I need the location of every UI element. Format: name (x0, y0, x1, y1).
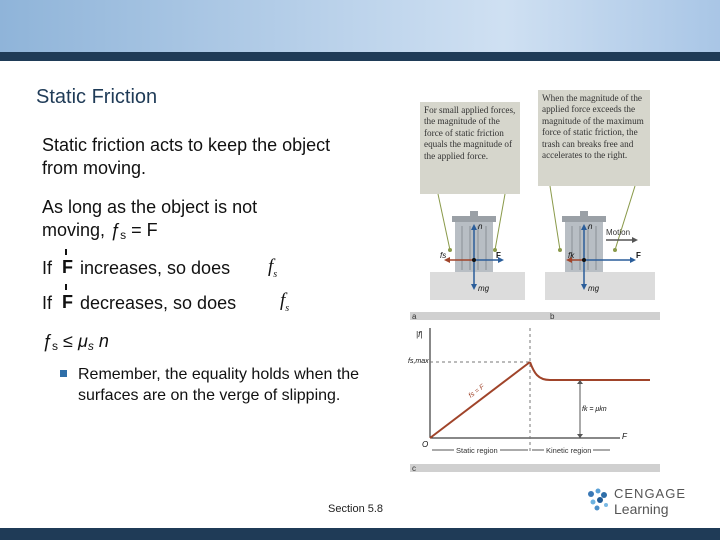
fs-symbol: ƒ (110, 220, 121, 240)
label-n-a: n (478, 222, 483, 231)
friction-inequality (42, 330, 109, 358)
paragraph-2-line-1: As long as the object is not (42, 197, 258, 217)
top-banner (0, 0, 720, 52)
friction-figure (410, 88, 660, 478)
ineq-f: ƒ (42, 331, 53, 351)
fs-eq-F-label: fs = F (467, 383, 487, 400)
line3-rest: increases, so does (80, 258, 231, 278)
kinetic-friction-line (530, 362, 650, 380)
label-mg-b: mg (588, 284, 600, 293)
bottom-rule (0, 528, 720, 540)
slide-title: Static Friction (36, 86, 158, 108)
ineq-mu-sub: s (87, 339, 94, 353)
panel-bar-c (410, 464, 660, 472)
label-c: c (412, 464, 416, 473)
label-F-a: F (496, 251, 501, 260)
top-rule (0, 52, 720, 61)
fs-image-2: $f_s$ (280, 290, 290, 314)
bullet-text: Remember, the equality holds when the surfaces are on the verge of slipping. (78, 366, 360, 404)
bullet-icon (60, 370, 67, 377)
static-region-label: Static region (456, 446, 498, 455)
fs-subscript: s (120, 228, 127, 242)
logo-line2: Learning (614, 501, 669, 517)
pointer-left-2 (495, 194, 505, 250)
origin-label: O (422, 440, 429, 449)
vector-F-icon: F (62, 257, 73, 277)
moving-text: moving, (42, 220, 106, 240)
ineq-mu: μ (77, 331, 88, 351)
figure-drawing (410, 88, 660, 478)
fs-image-1: $f_s$ (268, 256, 278, 280)
label-a: a (412, 312, 417, 321)
cengage-logo-icon (584, 486, 612, 514)
panel-bar-ab (410, 312, 660, 320)
ineq-f-sub: s (52, 339, 59, 353)
paragraph-2-line-2 (42, 219, 158, 247)
paragraph-1: Static friction acts to keep the object from moving. (42, 135, 331, 178)
callout-right: When the magnitude of the applied force exceeds the magnitude of the maximum force of static friction, the trash can breaks free and accelerates to the right. (538, 90, 650, 186)
ineq-n: n (98, 331, 109, 351)
line3-if: If (42, 258, 53, 278)
line4-if: If (42, 293, 53, 313)
label-b: b (550, 312, 555, 321)
line4-rest: decreases, so does (80, 293, 237, 313)
callout-left: For small applied forces, the magnitude of the force of static friction equals the magnitude of the applied force. (420, 102, 520, 194)
pointer-right-1 (550, 186, 560, 250)
x-axis-label: F (622, 432, 627, 441)
graph-y-label: |f| (416, 330, 423, 339)
label-F-b: F (636, 251, 641, 260)
equals-F: = F (131, 220, 158, 240)
static-friction-line (430, 362, 530, 438)
label-fk-b: fk (568, 251, 575, 260)
kinetic-region-label: Kinetic region (546, 446, 592, 455)
ground-b (545, 272, 655, 300)
logo-line1: CENGAGE (614, 486, 687, 501)
pointer-left-1 (438, 194, 450, 250)
fk-eq-label: fk = μkn (582, 406, 607, 413)
label-mg-a: mg (478, 284, 490, 293)
vector-F-icon: F (62, 292, 73, 312)
label-n-b: n (588, 222, 593, 231)
footer-section: Section 5.8 (328, 503, 384, 515)
ineq-le: ≤ (63, 331, 73, 351)
label-fs-a: fs (440, 251, 447, 260)
motion-label: Motion (606, 228, 631, 237)
fs-max-label: fs,max (408, 358, 429, 365)
